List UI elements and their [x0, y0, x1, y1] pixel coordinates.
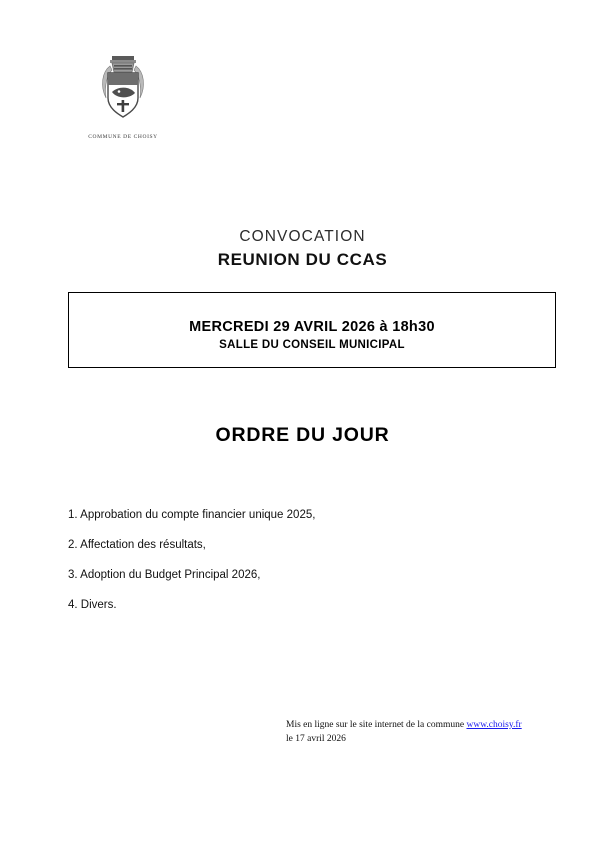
- meeting-place: SALLE DU CONSEIL MUNICIPAL: [219, 339, 405, 351]
- list-item: 4. Divers.: [68, 599, 117, 611]
- coat-of-arms-icon: [94, 52, 152, 130]
- list-item: 2. Affectation des résultats,: [68, 539, 206, 551]
- commune-crest: [68, 52, 178, 140]
- meeting-date: MERCREDI 29 AVRIL 2026 à 18h30: [189, 319, 435, 335]
- agenda-list: [68, 508, 538, 628]
- agenda-title: ORDRE DU JOUR: [215, 424, 390, 446]
- footer-text-prefix: Mis en ligne sur le site internet de la commune: [286, 720, 467, 730]
- page-title-convocation: CONVOCATION: [239, 228, 366, 245]
- crest-caption: COMMUNE DE CHOISY: [88, 134, 158, 140]
- page-title-reunion: REUNION DU CCAS: [217, 250, 388, 269]
- footer-date: le 17 avril 2026: [286, 734, 346, 744]
- list-item: 3. Adoption du Budget Principal 2026,: [68, 569, 261, 581]
- commune-website-link[interactable]: www.choisy.fr: [466, 720, 522, 730]
- list-item: 1. Approbation du compte financier unique 2025,: [68, 509, 316, 521]
- meeting-details-box: [68, 292, 556, 368]
- footer-note: [286, 718, 586, 746]
